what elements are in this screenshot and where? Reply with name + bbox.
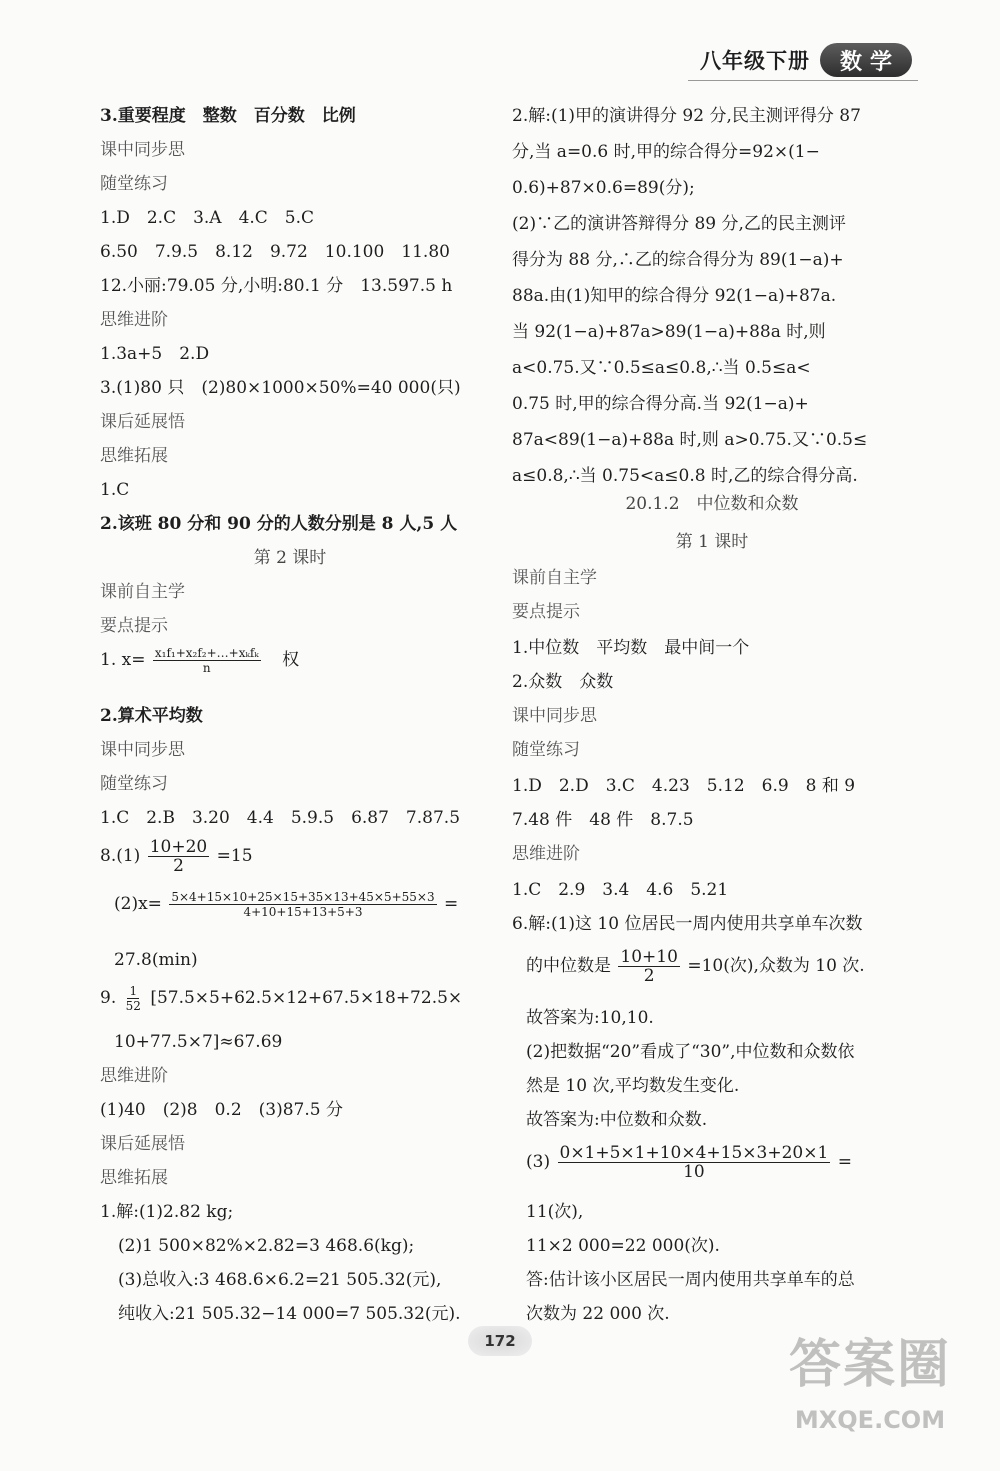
formula-prefix: (2)x= (114, 894, 162, 914)
page-number: 172 (468, 1326, 532, 1356)
grade-label: 八年级下册 (700, 48, 810, 73)
fraction-numerator: x₁f₁+x₂f₂+…+xₖfₖ (154, 646, 259, 660)
fraction-numerator: 10+20 (149, 837, 208, 857)
formula-suffix: =15 (216, 846, 253, 866)
answer-line: 88a.由(1)知甲的综合得分 92(1−a)+87a. (512, 286, 837, 306)
section-heading: 随堂练习 (100, 174, 168, 194)
answer-line: 纯收入:21 505.32−14 000=7 505.32(元). (118, 1304, 461, 1324)
section-heading: 课前自主学 (100, 582, 185, 602)
section-heading: 随堂练习 (100, 774, 168, 794)
answer-line: (2)1 500×82%×2.82=3 468.6(kg); (118, 1236, 415, 1256)
answer-line: 0.75 时,甲的综合得分高.当 92(1−a)+ (512, 394, 809, 414)
section-heading: 思维拓展 (100, 1168, 168, 1188)
answer-line: 6.解:(1)这 10 位居民一周内使用共享单车次数 (512, 914, 863, 934)
formula-line (526, 948, 865, 985)
formula-prefix: (3) (526, 1152, 551, 1172)
section-heading: 随堂练习 (512, 740, 580, 760)
answer-line: 6.50 7.9.5 8.12 9.72 10.100 11.80 (100, 242, 450, 262)
answer-line: 2.算术平均数 (100, 706, 203, 726)
section-heading: 要点提示 (100, 616, 168, 636)
fraction (153, 646, 261, 675)
answer-line: 1.C (100, 480, 130, 500)
section-heading: 思维拓展 (100, 446, 168, 466)
section-heading: 课中同步思 (512, 706, 597, 726)
answer-line: (2)把数据“20”看成了“30”,中位数和众数依 (526, 1042, 855, 1062)
formula-prefix: 的中位数是 (526, 956, 611, 976)
answer-line: 1.C 2.B 3.20 4.4 5.9.5 6.87 7.87.5 (100, 808, 461, 828)
section-heading: 思维进阶 (100, 310, 168, 330)
answer-line: 1.3a+5 2.D (100, 344, 210, 364)
answer-line: 分,当 a=0.6 时,甲的综合得分=92×(1− (512, 142, 820, 162)
answer-line: (2)∵乙的演讲答辩得分 89 分,乙的民主测评 (512, 214, 846, 234)
formula-suffix: [57.5×5+62.5×12+67.5×18+72.5× (150, 988, 463, 1008)
answer-line: 2.解:(1)甲的演讲得分 92 分,民主测评得分 87 (512, 106, 861, 126)
fraction-denominator: 52 (125, 999, 141, 1013)
fraction-denominator: 10 (683, 1162, 705, 1182)
formula-prefix: 1. x= (100, 650, 146, 670)
fraction (169, 890, 436, 919)
lesson-title: 第 1 课时 (675, 532, 749, 552)
formula-prefix: 9. (100, 988, 117, 1008)
answer-line: 3.(1)80 只 (2)80×1000×50%=40 000(只) (100, 378, 461, 398)
fraction-numerator: 1 (129, 984, 138, 998)
answer-line: 2.众数 众数 (512, 672, 614, 692)
answer-line: 2.该班 80 分和 90 分的人数分别是 8 人,5 人 (100, 514, 458, 534)
section-heading: 课中同步思 (100, 140, 185, 160)
section-title: 20.1.2 中位数和众数 (625, 494, 799, 514)
answer-line: 答:估计该小区居民一周内使用共享单车的总 (526, 1270, 855, 1290)
formula-suffix: = (444, 894, 459, 914)
formula-suffix: 权 (282, 650, 300, 670)
watermark-text: 答案圈 (788, 1335, 951, 1395)
answer-line: 当 92(1−a)+87a>89(1−a)+88a 时,则 (512, 322, 826, 342)
watermark-logo (770, 1330, 970, 1450)
answer-line: 3.重要程度 整数 百分数 比例 (100, 106, 356, 126)
fraction-denominator: n (202, 661, 211, 675)
answer-line: 1.C 2.9 3.4 4.6 5.21 (512, 880, 729, 900)
answer-line: a≤0.8,∴当 0.75<a≤0.8 时,乙的综合得分高. (512, 466, 858, 486)
fraction-numerator: 0×1+5×1+10×4+15×3+20×1 (559, 1143, 829, 1163)
fraction-numerator: 5×4+15×10+25×15+35×13+45×5+55×3 (171, 890, 435, 904)
fraction (618, 948, 680, 985)
answer-line: 87a<89(1−a)+88a 时,则 a>0.75.又∵0.5≤ (512, 430, 868, 450)
answer-line: 0.6)+87×0.6=89(分); (512, 178, 695, 198)
answer-line: 7.48 件 48 件 8.7.5 (512, 810, 694, 830)
section-heading: 思维进阶 (512, 844, 580, 864)
formula-line (100, 838, 253, 875)
answer-line: (3)总收入:3 468.6×6.2=21 505.32(元), (118, 1270, 442, 1290)
section-heading: 课前自主学 (512, 568, 597, 588)
fraction (558, 1144, 831, 1181)
formula-line (100, 646, 299, 675)
header-divider (688, 80, 918, 81)
answer-line: 次数为 22 000 次. (526, 1304, 670, 1324)
formula-suffix: =10(次),众数为 10 次. (687, 956, 865, 976)
answer-line: 得分为 88 分,∴乙的综合得分为 89(1−a)+ (512, 250, 844, 270)
page-header (700, 40, 912, 80)
answer-line: (1)40 (2)8 0.2 (3)87.5 分 (100, 1100, 343, 1120)
answer-line: 1.中位数 平均数 最中间一个 (512, 638, 750, 658)
section-heading: 要点提示 (512, 602, 580, 622)
fraction-denominator: 4+10+15+13+5+3 (243, 905, 363, 919)
section-heading: 课后延展悟 (100, 412, 185, 432)
subject-tab: 数学 (820, 43, 912, 77)
section-heading: 课中同步思 (100, 740, 185, 760)
lesson-title: 第 2 课时 (253, 548, 327, 568)
answer-line: 12.小丽:79.05 分,小明:80.1 分 13.597.5 h (100, 276, 453, 296)
fraction (148, 838, 210, 875)
answer-line: 1.D 2.C 3.A 4.C 5.C (100, 208, 315, 228)
fraction (124, 984, 143, 1013)
fraction-denominator: 2 (643, 966, 655, 986)
fraction-denominator: 2 (173, 856, 184, 876)
answer-line: 27.8(min) (114, 950, 198, 970)
answer-line: 故答案为:10,10. (526, 1008, 654, 1028)
answer-line: 11×2 000=22 000(次). (526, 1236, 720, 1256)
watermark-site: MXQE.COM (794, 1406, 946, 1434)
answer-line: a<0.75.又∵0.5≤a≤0.8,∴当 0.5≤a< (512, 358, 811, 378)
section-heading: 课后延展悟 (100, 1134, 185, 1154)
answer-line: 1.D 2.D 3.C 4.23 5.12 6.9 8 和 9 (512, 776, 856, 796)
answer-line: 故答案为:中位数和众数. (526, 1110, 708, 1130)
formula-line (526, 1144, 852, 1181)
formula-line (100, 984, 462, 1013)
answer-line: 1.解:(1)2.82 kg; (100, 1202, 234, 1222)
formula-suffix: = (837, 1152, 852, 1172)
section-heading: 思维进阶 (100, 1066, 168, 1086)
fraction-numerator: 10+10 (620, 947, 678, 967)
formula-line (114, 890, 458, 919)
answer-line: 然是 10 次,平均数发生变化. (526, 1076, 740, 1096)
answer-line: 11(次), (526, 1202, 584, 1222)
answer-line: 10+77.5×7]≈67.69 (114, 1032, 283, 1052)
formula-prefix: 8.(1) (100, 846, 141, 866)
